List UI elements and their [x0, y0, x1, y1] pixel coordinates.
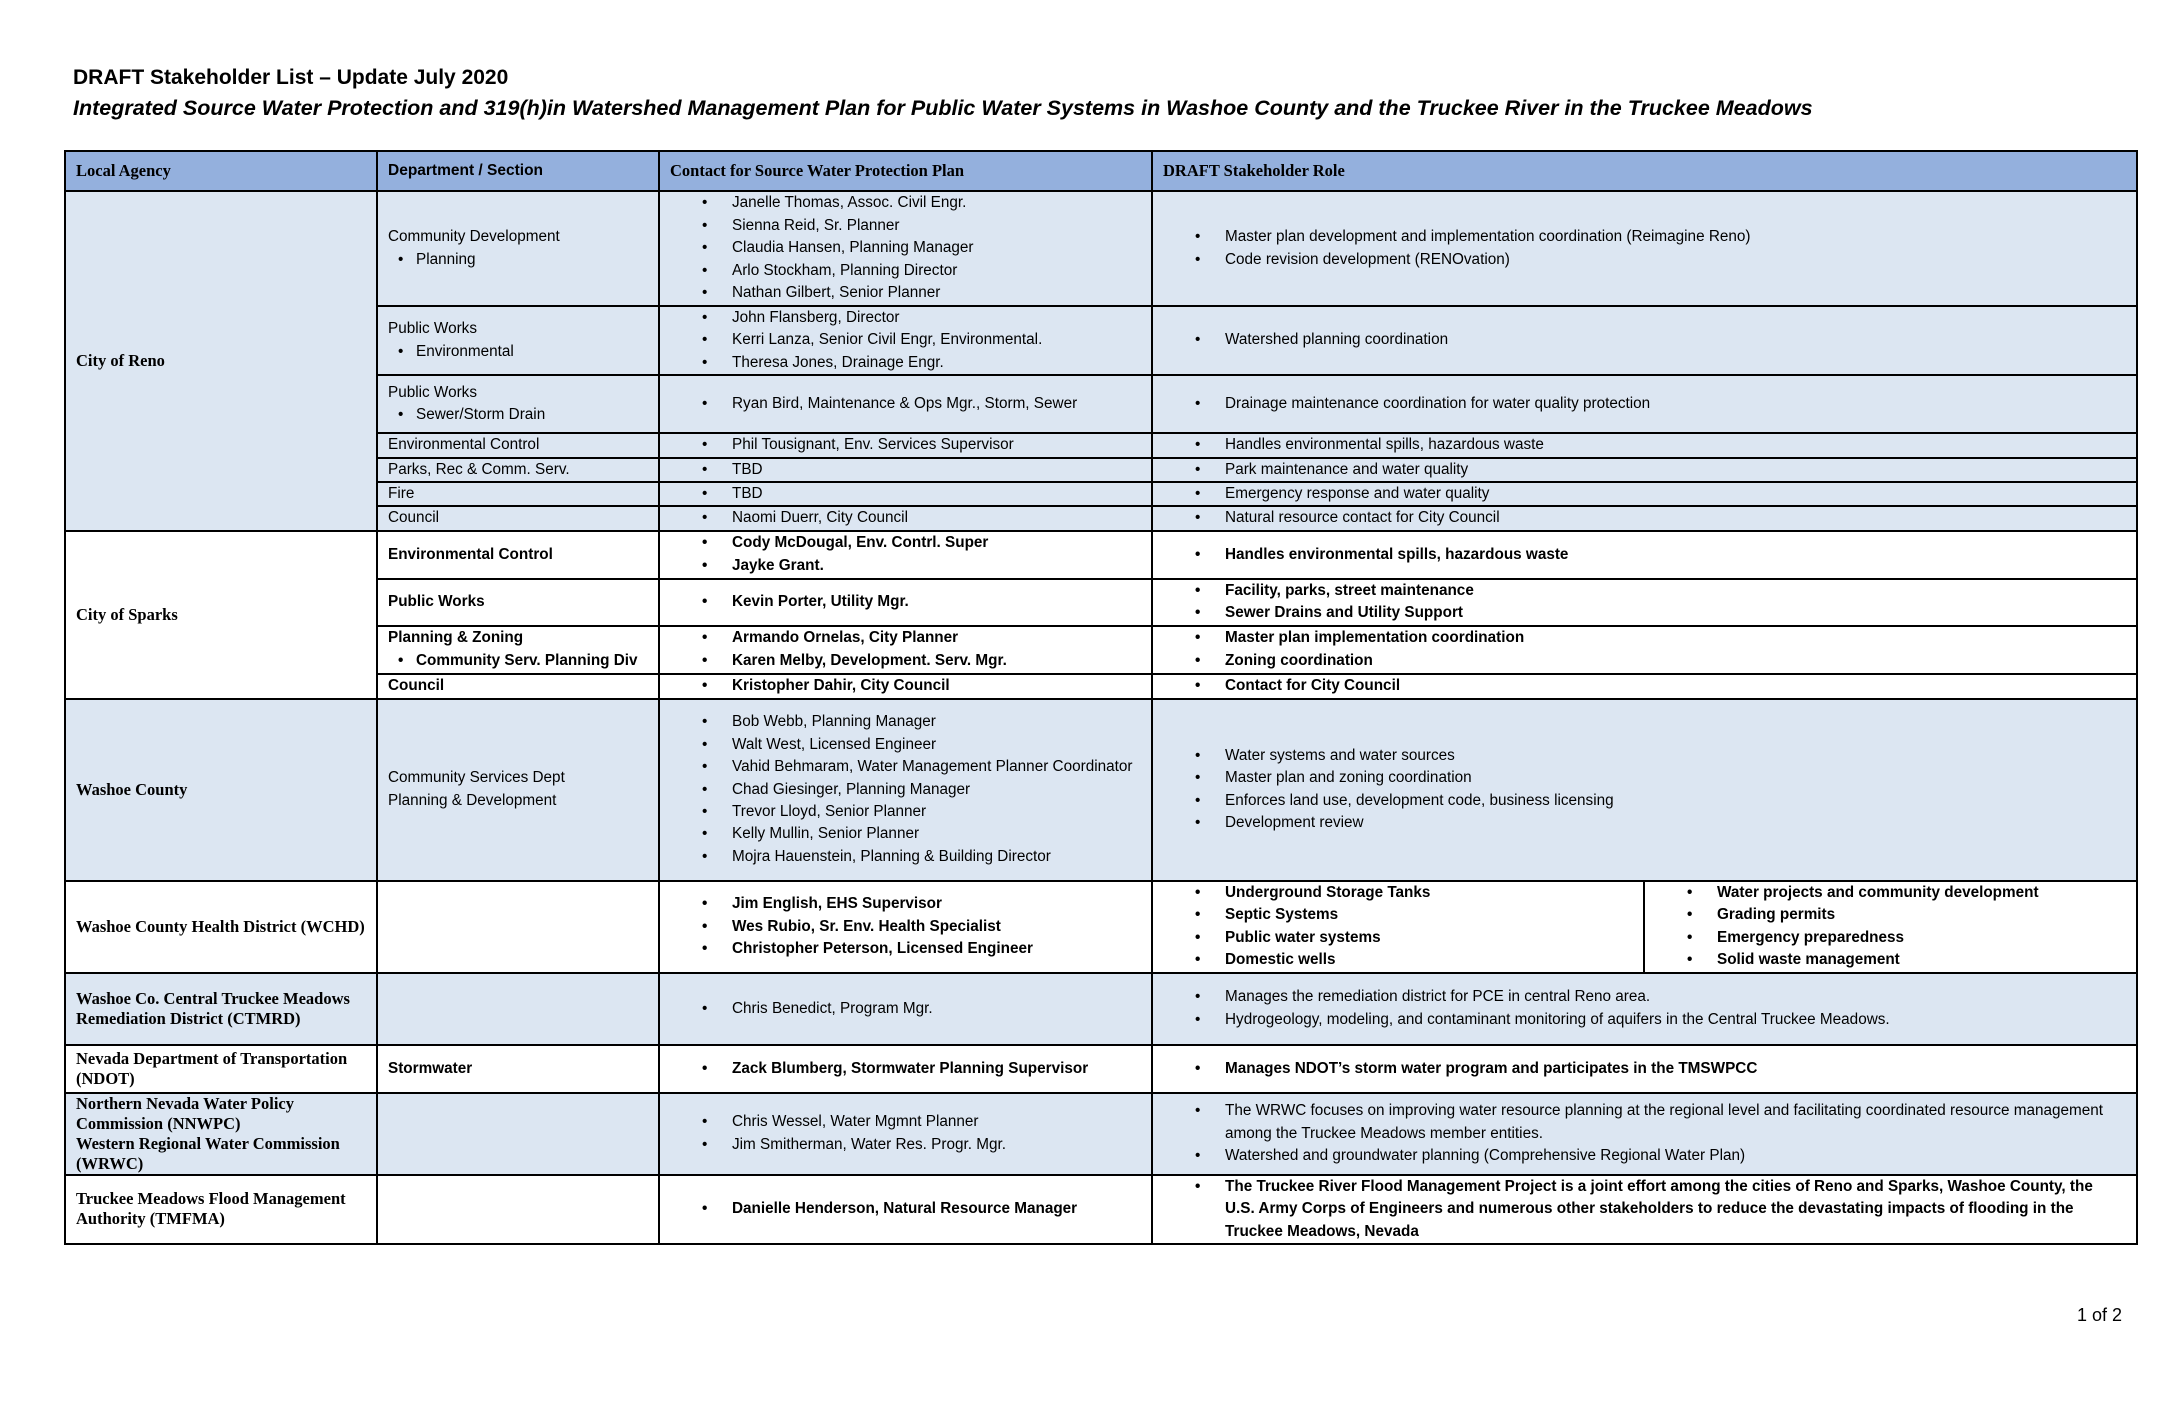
department-name: Council	[377, 506, 659, 530]
department-name: Planning & Zoning	[388, 629, 524, 647]
stakeholder-table	[64, 150, 2138, 1245]
contact-item: • Kristopher Dahir, City Council	[670, 675, 1141, 697]
role-cell-left	[1152, 881, 1644, 973]
contact-cell	[659, 881, 1152, 973]
contact-item: • Theresa Jones, Drainage Engr.	[670, 352, 1141, 374]
contact-item: • Chad Giesinger, Planning Manager	[670, 779, 1141, 801]
role-item: • Enforces land use, development code, business licensing	[1163, 790, 2126, 812]
page-number: 1 of 2	[2077, 1305, 2123, 1325]
contact-cell	[659, 1175, 1152, 1244]
contact-item: • Jim English, EHS Supervisor	[670, 893, 1141, 915]
header-stakeholder-role: DRAFT Stakeholder Role	[1152, 151, 2137, 191]
contact-item: • Kerri Lanza, Senior Civil Engr, Environmental.	[670, 329, 1141, 351]
role-item: • Manages the remediation district for PCE in central Reno area.	[1163, 986, 2126, 1008]
department-name: Parks, Rec & Comm. Serv.	[377, 458, 659, 482]
contact-cell	[659, 579, 1152, 626]
department-name: Community Services Dept	[388, 769, 565, 787]
agency-city-of-reno: City of Reno	[65, 191, 377, 531]
contact-item: • Armando Ornelas, City Planner	[670, 627, 1141, 649]
table-row	[65, 1093, 2137, 1175]
contact-cell	[659, 626, 1152, 674]
contact-cell	[659, 699, 1152, 881]
department-cell-empty	[377, 973, 659, 1045]
contact-item: • Bob Webb, Planning Manager	[670, 711, 1141, 733]
contact-item: • Trevor Lloyd, Senior Planner	[670, 801, 1141, 823]
contact-item: • Kelly Mullin, Senior Planner	[670, 823, 1141, 845]
document-subtitle: Integrated Source Water Protection and 319(h)in Watershed Management Plan for Public Water Systems in Washoe County and the Truckee River in the Truckee Meadows	[73, 96, 1813, 120]
contact-item: • Karen Melby, Development. Serv. Mgr.	[670, 650, 1141, 672]
department-cell	[377, 375, 659, 433]
table-row	[65, 1175, 2137, 1244]
contact-item: • Janelle Thomas, Assoc. Civil Engr.	[670, 192, 1141, 214]
role-item: • Park maintenance and water quality	[1163, 459, 2126, 481]
role-item: • Septic Systems	[1163, 904, 1633, 926]
role-cell	[1152, 1175, 2137, 1244]
contact-item: • Wes Rubio, Sr. Env. Health Specialist	[670, 916, 1141, 938]
table-row	[65, 1045, 2137, 1093]
sub-department: • Community Serv. Planning Div	[388, 650, 648, 672]
department-name: Fire	[377, 482, 659, 506]
role-cell	[1152, 699, 2137, 881]
department-cell-empty	[377, 1093, 659, 1175]
sub-department: • Planning	[388, 249, 648, 271]
contact-item: • Kevin Porter, Utility Mgr.	[670, 591, 1141, 613]
agency-ctmrd: Washoe Co. Central Truckee Meadows Remediation District (CTMRD)	[65, 973, 377, 1045]
department-name: Public Works	[388, 383, 477, 401]
role-item: • Code revision development (RENOvation)	[1163, 249, 2126, 271]
table-row	[65, 531, 2137, 579]
department-name: Council	[377, 674, 659, 699]
sub-department: • Environmental	[388, 341, 648, 363]
contact-item: • TBD	[670, 459, 1141, 481]
role-item: • Zoning coordination	[1163, 650, 2126, 672]
department-cell	[377, 699, 659, 881]
agency-ndot: Nevada Department of Transportation (NDOT)	[65, 1045, 377, 1093]
role-item: • Solid waste management	[1655, 949, 2126, 971]
contact-item: • Cody McDougal, Env. Contrl. Super	[670, 532, 1141, 554]
department-name: Stormwater	[377, 1045, 659, 1093]
contact-item: • Naomi Duerr, City Council	[670, 507, 1141, 529]
role-item: • The WRWC focuses on improving water resource planning at the regional level and facilitating coordinated resource management among the Truckee Meadows member entities.	[1163, 1100, 2126, 1145]
agency-wrwc: Western Regional Water Commission (WRWC)	[76, 1133, 340, 1173]
contact-item: • Jim Smitherman, Water Res. Progr. Mgr.	[670, 1134, 1141, 1156]
department-cell	[377, 306, 659, 375]
header-department: Department / Section	[377, 151, 659, 191]
role-item: • Contact for City Council	[1163, 675, 2126, 697]
document-title: DRAFT Stakeholder List – Update July 2020	[73, 66, 509, 89]
department-name: Public Works	[388, 320, 477, 338]
role-cell	[1152, 1045, 2137, 1093]
contact-item: • Phil Tousignant, Env. Services Supervisor	[670, 434, 1141, 456]
role-item: • Handles environmental spills, hazardous waste	[1163, 434, 2126, 456]
role-item: • Underground Storage Tanks	[1163, 882, 1633, 904]
contact-item: • Mojra Hauenstein, Planning & Building Director	[670, 846, 1141, 868]
department-name: Community Development	[388, 228, 560, 246]
role-cell	[1152, 579, 2137, 626]
role-item: • Manages NDOT’s storm water program and participates in the TMSWPCC	[1163, 1058, 2126, 1080]
role-item: • Master plan development and implementation coordination (Reimagine Reno)	[1163, 226, 2126, 248]
department-name: Public Works	[377, 579, 659, 626]
role-item: • Drainage maintenance coordination for water quality protection	[1163, 393, 2126, 415]
role-item: • Public water systems	[1163, 927, 1633, 949]
role-item: • Emergency response and water quality	[1163, 483, 2126, 505]
contact-item: • Zack Blumberg, Stormwater Planning Supervisor	[670, 1058, 1141, 1080]
role-cell	[1152, 1093, 2137, 1175]
role-item: • Domestic wells	[1163, 949, 1633, 971]
role-item: • Sewer Drains and Utility Support	[1163, 602, 2126, 624]
table-row	[65, 699, 2137, 881]
contact-cell	[659, 482, 1152, 506]
agency-tmfma: Truckee Meadows Flood Management Authority (TMFMA)	[65, 1175, 377, 1244]
contact-item: • Chris Wessel, Water Mgmnt Planner	[670, 1111, 1141, 1133]
role-cell	[1152, 191, 2137, 306]
contact-item: • Ryan Bird, Maintenance & Ops Mgr., Storm, Sewer	[670, 393, 1141, 415]
department-cell	[377, 191, 659, 306]
role-item: • Master plan implementation coordination	[1163, 627, 2126, 649]
contact-cell	[659, 191, 1152, 306]
contact-item: • Sienna Reid, Sr. Planner	[670, 215, 1141, 237]
department-name: Environmental Control	[377, 433, 659, 457]
role-item: • Development review	[1163, 812, 2126, 834]
contact-cell	[659, 433, 1152, 457]
role-item: • Grading permits	[1655, 904, 2126, 926]
header-local-agency: Local Agency	[65, 151, 377, 191]
department-cell-empty	[377, 881, 659, 973]
role-item: • Water projects and community development	[1655, 882, 2126, 904]
contact-item: • TBD	[670, 483, 1141, 505]
role-item: • Handles environmental spills, hazardous waste	[1163, 544, 2126, 566]
header-contact: Contact for Source Water Protection Plan	[659, 151, 1152, 191]
role-cell	[1152, 973, 2137, 1045]
contact-item: • Vahid Behmaram, Water Management Planner Coordinator	[670, 756, 1141, 778]
department-name: Environmental Control	[377, 531, 659, 579]
contact-item: • John Flansberg, Director	[670, 307, 1141, 329]
contact-item: • Danielle Henderson, Natural Resource Manager	[670, 1198, 1141, 1220]
contact-cell	[659, 306, 1152, 375]
contact-cell	[659, 973, 1152, 1045]
contact-item: • Christopher Peterson, Licensed Engineer	[670, 938, 1141, 960]
role-item: • Emergency preparedness	[1655, 927, 2126, 949]
contact-item: • Jayke Grant.	[670, 555, 1141, 577]
department-cell	[377, 626, 659, 674]
role-cell	[1152, 458, 2137, 482]
role-item: • Water systems and water sources	[1163, 745, 2126, 767]
department-cell-empty	[377, 1175, 659, 1244]
table-row	[65, 973, 2137, 1045]
contact-cell	[659, 1093, 1152, 1175]
contact-cell	[659, 375, 1152, 433]
role-item: • Watershed planning coordination	[1163, 329, 2126, 351]
role-item: • Facility, parks, street maintenance	[1163, 580, 2126, 602]
role-item: • Watershed and groundwater planning (Comprehensive Regional Water Plan)	[1163, 1145, 2126, 1167]
role-cell	[1152, 306, 2137, 375]
agency-nnwpc-wrwc	[65, 1093, 377, 1175]
header-row	[65, 151, 2137, 191]
contact-item: • Arlo Stockham, Planning Director	[670, 260, 1141, 282]
sub-department: • Sewer/Storm Drain	[388, 404, 648, 426]
role-cell	[1152, 433, 2137, 457]
agency-washoe-county: Washoe County	[65, 699, 377, 881]
role-cell	[1152, 531, 2137, 579]
table-row	[65, 191, 2137, 306]
department-name: Planning & Development	[388, 791, 557, 809]
agency-nnwpc: Northern Nevada Water Policy Commission (NNWPC)	[76, 1093, 294, 1133]
contact-item: • Chris Benedict, Program Mgr.	[670, 998, 1141, 1020]
role-item: • Natural resource contact for City Council	[1163, 507, 2126, 529]
agency-city-of-sparks: City of Sparks	[65, 531, 377, 699]
contact-cell	[659, 674, 1152, 699]
contact-item: • Walt West, Licensed Engineer	[670, 734, 1141, 756]
role-cell	[1152, 674, 2137, 699]
role-cell	[1152, 506, 2137, 530]
role-cell	[1152, 626, 2137, 674]
table-row	[65, 881, 2137, 973]
role-item: • The Truckee River Flood Management Project is a joint effort among the cities of Reno and Sparks, Washoe County, the U.S. Army Corps of Engineers and numerous other stakeholders to reduce the devastating impacts of flooding in the Truckee Meadows, Nevada	[1163, 1176, 2126, 1243]
contact-item: • Claudia Hansen, Planning Manager	[670, 237, 1141, 259]
contact-cell	[659, 531, 1152, 579]
role-cell	[1152, 482, 2137, 506]
contact-item: • Nathan Gilbert, Senior Planner	[670, 282, 1141, 304]
agency-wchd: Washoe County Health District (WCHD)	[65, 881, 377, 973]
contact-cell	[659, 458, 1152, 482]
role-item: • Hydrogeology, modeling, and contaminant monitoring of aquifers in the Central Truckee Meadows.	[1163, 1009, 2126, 1031]
contact-cell	[659, 506, 1152, 530]
role-cell-right	[1644, 881, 2137, 973]
contact-cell	[659, 1045, 1152, 1093]
role-item: • Master plan and zoning coordination	[1163, 767, 2126, 789]
role-cell	[1152, 375, 2137, 433]
